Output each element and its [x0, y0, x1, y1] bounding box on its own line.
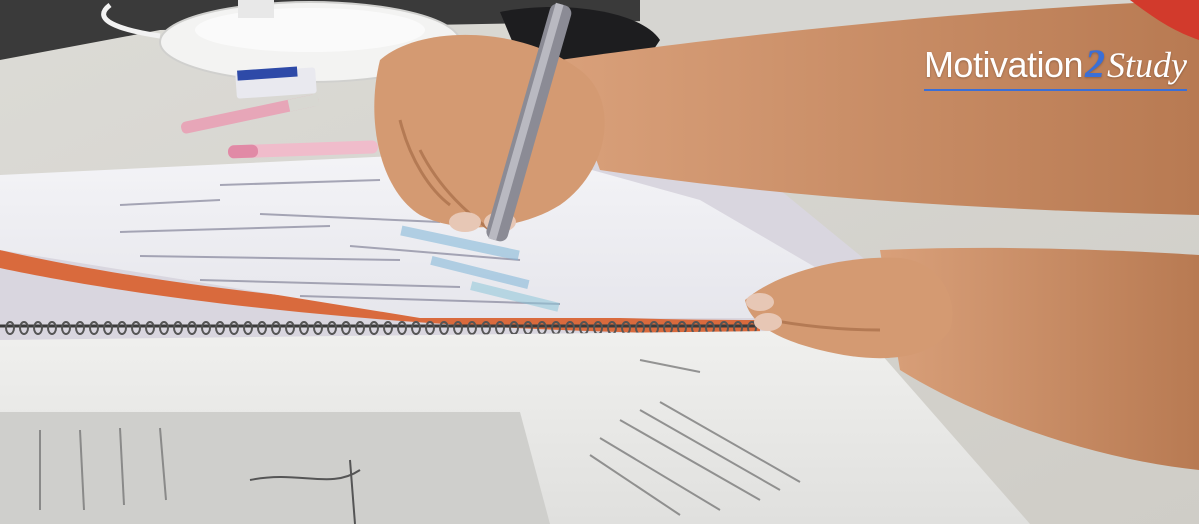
watermark-study: Study	[1107, 45, 1187, 85]
watermark-motivation: Motivation	[923, 44, 1084, 85]
watermark-logo	[924, 40, 1187, 91]
watermark-two: 2	[1085, 41, 1106, 86]
lamp-stem	[238, 0, 274, 18]
